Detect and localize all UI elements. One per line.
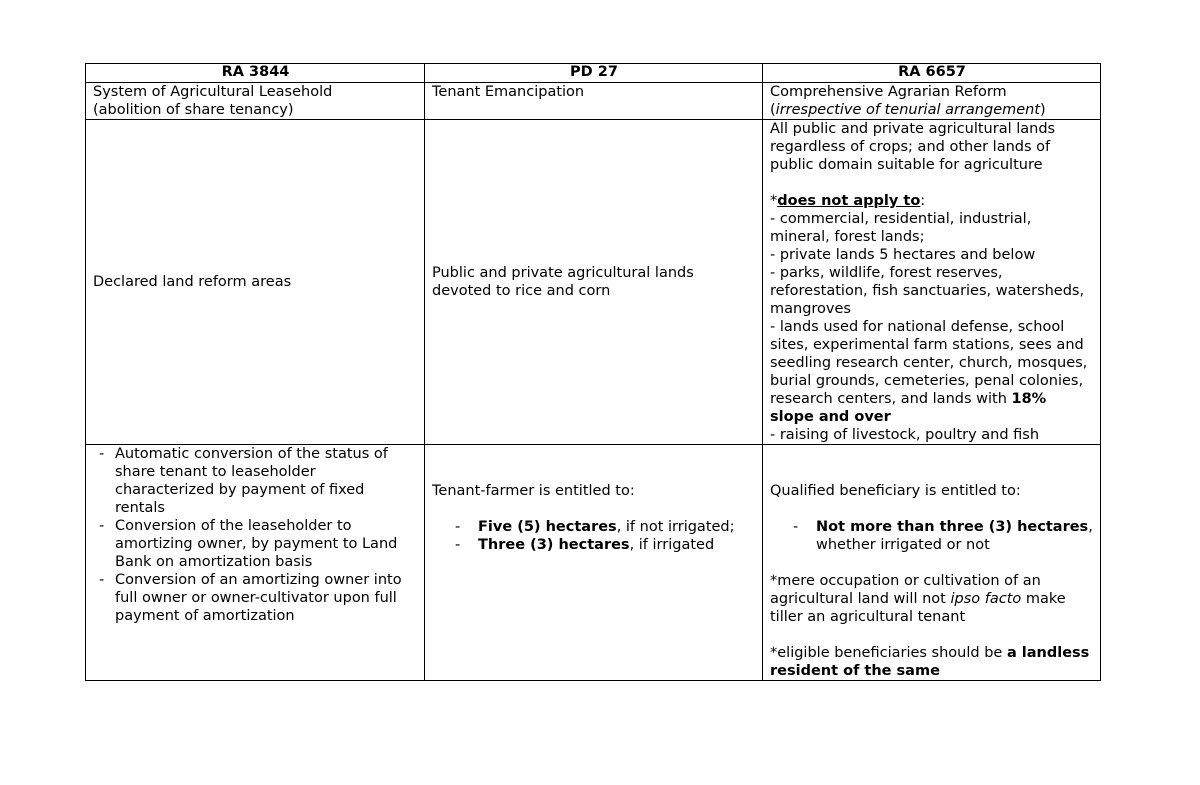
spacer (770, 174, 1094, 192)
note-text: *eligible beneficiaries should be (770, 645, 1007, 661)
cell-coverage-ra3844 (86, 120, 425, 445)
note-text: make tiller an agricultural tenant (770, 591, 1066, 625)
note-bold: a landless resident of the same (770, 645, 1090, 679)
cell-benefits-ra3844 (86, 445, 425, 681)
cell-benefits-pd27 (425, 445, 763, 681)
entitlement-bold: Five (5) hectares (478, 519, 617, 535)
colon: : (920, 193, 926, 209)
list-item (770, 518, 1094, 554)
asterisk: * (770, 193, 778, 209)
spacer (770, 500, 1094, 518)
exception-item (770, 318, 1094, 426)
cell-text: (abolition of share tenancy) (93, 102, 294, 118)
header-ra-3844: RA 3844 (86, 64, 425, 83)
cell-coverage-pd27 (425, 120, 763, 445)
list-item (432, 518, 756, 536)
note-italic: ipso facto (950, 591, 1022, 607)
note-text: *mere occupation or cultivation of an agricultural land will not (770, 573, 1041, 607)
spacer (770, 626, 1094, 644)
exception-item: - parks, wildlife, forest reserves, reforestation, fish sanctuaries, watersheds, mangroves (770, 265, 1085, 317)
entitlement-intro: Qualified beneficiary is entitled to: (770, 483, 1021, 499)
exception-item: - commercial, residential, industrial, mineral, forest lands; (770, 211, 1032, 245)
comparison-table (85, 63, 1101, 681)
cell-text (770, 101, 1094, 119)
entitlement-text: , if not irrigated; (616, 519, 735, 535)
table-header-row (86, 64, 1101, 83)
cell-text: Comprehensive Agrarian Reform (770, 84, 1007, 100)
entitlement-intro: Tenant-farmer is entitled to: (432, 483, 635, 499)
cell-coverage-ra6657 (763, 120, 1101, 445)
exception-item-bold: 18% slope and over (770, 391, 1047, 425)
table-row-benefits (86, 445, 1101, 681)
paren-close: ) (1040, 102, 1046, 118)
entitlement-list (432, 518, 756, 554)
note-occupation (770, 572, 1094, 626)
exception-item: - raising of livestock, poultry and fish (770, 427, 1040, 443)
entitlement-list (770, 518, 1094, 554)
list-item: - Conversion of the leaseholder to amortizing owner, by payment to Land Bank on amortization basis (93, 517, 418, 571)
note-eligibility (770, 644, 1094, 680)
table-row-nature (86, 83, 1101, 120)
paren-open: ( (770, 102, 776, 118)
italic-text: irrespective of tenurial arrangement (775, 102, 1041, 118)
spacer (770, 554, 1094, 572)
exception-item: - private lands 5 hectares and below (770, 247, 1036, 263)
spacer (432, 500, 756, 518)
entitlement-text: , whether irrigated or not (816, 519, 1093, 553)
cell-text: Tenant Emancipation (432, 84, 585, 100)
list-item: - Conversion of an amortizing owner into full owner or owner-cultivator upon full payment of amortization (93, 571, 418, 625)
entitlement-text: , if irrigated (629, 537, 715, 553)
cell-nature-ra3844 (86, 83, 425, 120)
table-row-coverage (86, 120, 1101, 445)
header-ra-6657: RA 6657 (763, 64, 1101, 83)
benefit-list (93, 445, 418, 625)
list-item (432, 536, 756, 554)
exception-heading (770, 192, 1094, 210)
cell-nature-ra6657 (763, 83, 1101, 120)
cell-text: Declared land reform areas (93, 274, 292, 290)
header-pd-27: PD 27 (425, 64, 763, 83)
cell-text: System of Agricultural Leasehold (93, 84, 333, 100)
entitlement-bold: Three (3) hectares (478, 537, 630, 553)
exception-label: does not apply to (777, 193, 921, 209)
list-item: - Automatic conversion of the status of share tenant to leaseholder characterized by payment of fixed rentals (93, 445, 418, 517)
entitlement-bold: Not more than three (3) hectares (816, 519, 1089, 535)
cell-text: Public and private agricultural lands devoted to rice and corn (432, 265, 694, 299)
cell-benefits-ra6657 (763, 445, 1101, 681)
coverage-intro: All public and private agricultural lands regardless of crops; and other lands of public domain suitable for agriculture (770, 121, 1056, 173)
exception-item-text: - lands used for national defense, school sites, experimental farm stations, sees and seedling research center, church, mosques, burial grounds, cemeteries, penal colonies, research centers, and lands with (770, 319, 1088, 407)
cell-nature-pd27 (425, 83, 763, 120)
